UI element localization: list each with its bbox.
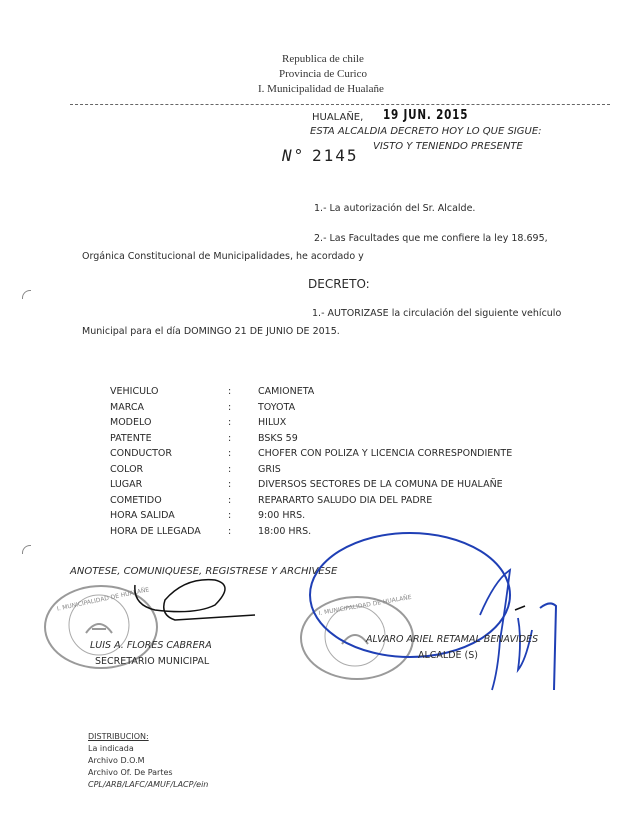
- consideration-2a: 2.- Las Facultades que me confiere la ley 18.695,: [314, 233, 548, 244]
- right-signer-title: ALCALDE (S): [418, 650, 478, 661]
- vehicle-field-separator: :: [228, 448, 232, 459]
- consideration-1: 1.- La autorización del Sr. Alcalde.: [314, 203, 476, 214]
- vehicle-field-value: DIVERSOS SECTORES DE LA COMUNA DE HUALAÑE: [258, 479, 503, 490]
- decree-number-prefix: N°: [282, 146, 306, 165]
- distribution-item-1: La indicada: [88, 744, 134, 753]
- vehicle-field-separator: :: [228, 401, 232, 413]
- vehicle-field-label: LUGAR: [110, 479, 143, 490]
- date-place: HUALAÑE,: [312, 112, 364, 123]
- right-signer-name: ALVARO ARIEL RETAMAL BENAVIDES: [366, 634, 539, 645]
- header-line-3: I. Municipalidad de Hualañe: [258, 83, 384, 95]
- margin-mark-bottom: [22, 545, 31, 554]
- closing-line: ANOTESE, COMUNIQUESE, REGISTRESE Y ARCHIVESE: [70, 566, 338, 577]
- vehicle-field-label: MARCA: [110, 401, 144, 413]
- signature-left: [95, 555, 275, 645]
- resolution-line-a: 1.- AUTORIZASE la circulación del siguiente vehículo: [312, 308, 562, 319]
- vehicle-field-value: CHOFER CON POLIZA Y LICENCIA CORRESPONDIENTE: [258, 448, 513, 459]
- distribution-item-2: Archivo D.O.M: [88, 756, 145, 765]
- signature-right: [300, 520, 580, 700]
- left-signer-name: LUIS A. FLORES CABRERA: [90, 640, 212, 651]
- header-line-2: Provincia de Curico: [279, 68, 367, 80]
- vehicle-field-label: COLOR: [110, 463, 144, 475]
- vehicle-field-label: COMETIDO: [110, 494, 162, 506]
- vehicle-field-separator: :: [228, 494, 232, 506]
- vehicle-field-label: PATENTE: [110, 432, 152, 444]
- vehicle-field-value: TOYOTA: [258, 401, 296, 413]
- vehicle-field-separator: :: [228, 463, 232, 475]
- vehicle-field-value: 18:00 HRS.: [258, 525, 312, 537]
- vehicle-field-value: BSKS 59: [258, 432, 298, 444]
- date-stamp: 19 JUN. 2015: [383, 108, 469, 123]
- distribution-item-3: Archivo Of. De Partes: [88, 768, 173, 777]
- seal-left-text: I. MUNICIPALIDAD DE HUALAÑE: [56, 586, 150, 613]
- distribution-item-4: CPL/ARB/LAFC/AMUF/LACP/ein: [88, 780, 209, 789]
- consideration-2b: Orgánica Constitucional de Municipalidades, he acordado y: [82, 251, 364, 262]
- vehicle-field-separator: :: [228, 510, 232, 521]
- vehicle-field-separator: :: [228, 432, 232, 444]
- vehicle-field-label: CONDUCTOR: [110, 448, 173, 459]
- vehicle-field-value: 9:00 HRS.: [258, 510, 306, 521]
- vehicle-field-label: VEHICULO: [110, 386, 159, 397]
- visto-line: VISTO Y TENIENDO PRESENTE: [373, 141, 523, 152]
- vehicle-field-separator: :: [228, 525, 232, 537]
- vehicle-field-value: REPARARTO SALUDO DIA DEL PADRE: [258, 494, 433, 506]
- vehicle-field-value: CAMIONETA: [258, 386, 315, 397]
- seal-right-text: I. MUNICIPALIDAD DE HUALAÑE: [318, 593, 413, 618]
- resolution-line-b: Municipal para el día DOMINGO 21 DE JUNIO DE 2015.: [82, 326, 340, 337]
- distribution-title: DISTRIBUCION:: [88, 732, 149, 741]
- vehicle-field-value: GRIS: [258, 463, 281, 475]
- header-divider: [70, 104, 610, 105]
- decree-number: 2145: [312, 146, 359, 165]
- vehicle-field-label: HORA DE LLEGADA: [110, 525, 201, 537]
- vehicle-field-label: HORA SALIDA: [110, 510, 175, 521]
- header-line-1: Republica de chile: [282, 53, 364, 65]
- vehicle-field-separator: :: [228, 479, 232, 490]
- decreto-title: DECRETO:: [308, 277, 370, 291]
- alcaldia-line: ESTA ALCALDIA DECRETO HOY LO QUE SIGUE:: [310, 126, 542, 137]
- vehicle-field-label: MODELO: [110, 417, 152, 428]
- vehicle-field-separator: :: [228, 386, 232, 397]
- vehicle-field-separator: :: [228, 417, 232, 428]
- left-signer-title: SECRETARIO MUNICIPAL: [95, 656, 210, 667]
- vehicle-field-value: HILUX: [258, 417, 287, 428]
- margin-mark-top: [22, 290, 31, 299]
